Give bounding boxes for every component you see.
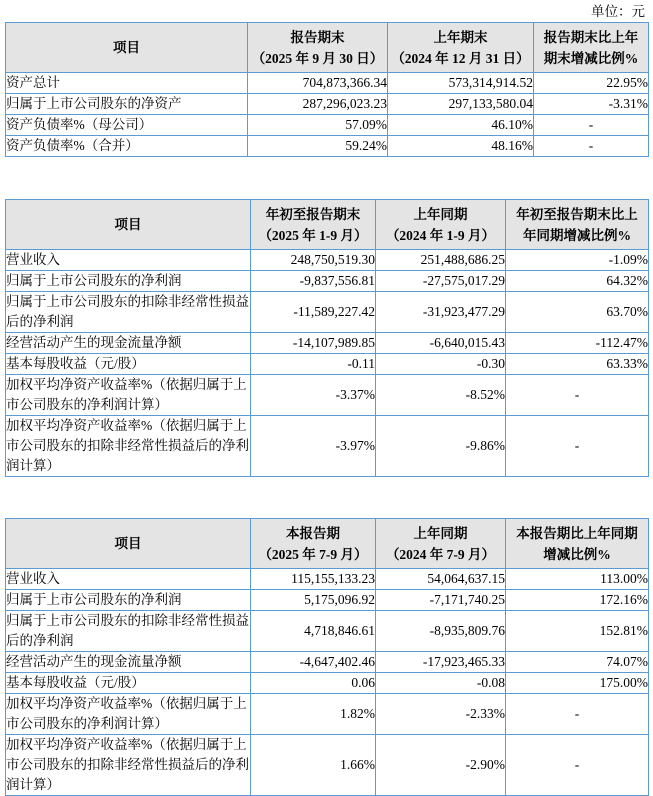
header-line: 本报告期比上年同期 — [516, 525, 638, 541]
header-item: 项目 — [6, 200, 251, 250]
value-change: 63.70% — [506, 292, 649, 333]
header-line: 年初至报告期末比上 — [516, 206, 638, 222]
value-prior: 48.16% — [388, 136, 534, 157]
value-prior: 54,064,637.15 — [376, 569, 506, 590]
value-current: -9,837,556.81 — [251, 271, 376, 292]
row-label: 基本每股收益（元/股） — [6, 673, 251, 694]
value-current: -14,107,989.85 — [251, 333, 376, 354]
value-current: 57.09% — [248, 115, 388, 136]
value-prior: -0.08 — [376, 673, 506, 694]
header-line: （2025 年 7-9 月） — [258, 546, 368, 562]
unit-label: 单位：元 — [591, 4, 645, 19]
table-row — [6, 94, 649, 115]
table-row — [6, 333, 649, 354]
value-change: - — [506, 735, 649, 796]
value-change: 22.95% — [534, 73, 649, 94]
value-change: - — [534, 115, 649, 136]
value-change: 63.33% — [506, 354, 649, 375]
header-prior-year-end — [388, 23, 534, 73]
value-current: 1.66% — [251, 735, 376, 796]
value-current: 115,155,133.23 — [251, 569, 376, 590]
row-label: 归属于上市公司股东的净利润 — [6, 590, 251, 611]
value-change: -1.09% — [506, 250, 649, 271]
value-prior: -0.30 — [376, 354, 506, 375]
value-change: - — [534, 136, 649, 157]
table-year-to-date — [5, 199, 649, 477]
value-prior: -7,171,740.25 — [376, 590, 506, 611]
table-row — [6, 73, 649, 94]
header-line: 期末增减比例% — [543, 50, 639, 66]
value-current: 287,296,023.23 — [248, 94, 388, 115]
row-label: 归属于上市公司股东的扣除非经常性损益后的净利润 — [6, 292, 251, 333]
row-label: 归属于上市公司股东的净资产 — [6, 94, 248, 115]
table-row — [6, 375, 649, 416]
table-row — [6, 611, 649, 652]
value-current: 248,750,519.30 — [251, 250, 376, 271]
row-label: 加权平均净资产收益率%（依据归属于上市公司股东的扣除非经常性损益后的净利润计算） — [6, 735, 251, 796]
row-label: 归属于上市公司股东的扣除非经常性损益后的净利润 — [6, 611, 251, 652]
table-period-end-summary — [5, 22, 649, 157]
table-row — [6, 354, 649, 375]
header-report-period-end — [248, 23, 388, 73]
value-change: 74.07% — [506, 652, 649, 673]
header-line: （2024 年 1-9 月） — [385, 227, 496, 243]
header-line: 上年同期 — [413, 525, 468, 541]
row-label: 经营活动产生的现金流量净额 — [6, 652, 251, 673]
header-change-ratio — [506, 519, 649, 569]
row-label: 营业收入 — [6, 250, 251, 271]
value-current: 1.82% — [251, 694, 376, 735]
header-line: 增减比例% — [543, 546, 611, 562]
value-change: - — [506, 375, 649, 416]
value-prior: -17,923,465.33 — [376, 652, 506, 673]
value-prior: -8.52% — [376, 375, 506, 416]
header-line: （2024 年 7-9 月） — [385, 546, 496, 562]
table-row — [6, 292, 649, 333]
value-current: 4,718,846.61 — [251, 611, 376, 652]
row-label: 归属于上市公司股东的净利润 — [6, 271, 251, 292]
row-label: 加权平均净资产收益率%（依据归属于上市公司股东的扣除非经常性损益后的净利润计算） — [6, 416, 251, 477]
value-change: 152.81% — [506, 611, 649, 652]
table-header-row — [6, 23, 649, 73]
row-label: 营业收入 — [6, 569, 251, 590]
table-row — [6, 271, 649, 292]
row-label: 基本每股收益（元/股） — [6, 354, 251, 375]
header-ytd-period — [251, 200, 376, 250]
value-current: 5,175,096.92 — [251, 590, 376, 611]
value-change: - — [506, 416, 649, 477]
header-line: （2025 年 1-9 月） — [258, 227, 368, 243]
value-prior: -31,923,477.29 — [376, 292, 506, 333]
value-change: -112.47% — [506, 333, 649, 354]
value-current: -11,589,227.42 — [251, 292, 376, 333]
header-change-ratio — [534, 23, 649, 73]
value-prior: 573,314,914.52 — [388, 73, 534, 94]
value-prior: -8,935,809.76 — [376, 611, 506, 652]
table-current-quarter — [5, 518, 649, 796]
value-prior: -2.90% — [376, 735, 506, 796]
value-change: 172.16% — [506, 590, 649, 611]
value-prior: -9.86% — [376, 416, 506, 477]
value-current: -3.97% — [251, 416, 376, 477]
value-change: -3.31% — [534, 94, 649, 115]
header-line: （2025 年 9 月 30 日） — [251, 50, 384, 66]
table-header-row — [6, 200, 649, 250]
header-line: 本报告期 — [286, 525, 340, 541]
value-change: - — [506, 694, 649, 735]
table-row — [6, 416, 649, 477]
value-change: 113.00% — [506, 569, 649, 590]
row-label: 经营活动产生的现金流量净额 — [6, 333, 251, 354]
header-line: 年同期增减比例% — [523, 227, 631, 243]
value-current: 704,873,366.34 — [248, 73, 388, 94]
table-row — [6, 115, 649, 136]
value-change: 64.32% — [506, 271, 649, 292]
value-prior: 46.10% — [388, 115, 534, 136]
header-line: （2024 年 12 月 31 日） — [391, 50, 530, 66]
header-line: 上年同期 — [413, 206, 468, 222]
header-change-ratio — [506, 200, 649, 250]
row-label: 加权平均净资产收益率%（依据归属于上市公司股东的净利润计算） — [6, 375, 251, 416]
value-change: 175.00% — [506, 673, 649, 694]
table-row — [6, 694, 649, 735]
value-prior: 297,133,580.04 — [388, 94, 534, 115]
value-prior: -2.33% — [376, 694, 506, 735]
header-line: 年初至报告期末 — [265, 206, 361, 222]
row-label: 资产总计 — [6, 73, 248, 94]
value-current: 0.06 — [251, 673, 376, 694]
value-prior: 251,488,686.25 — [376, 250, 506, 271]
table-row — [6, 673, 649, 694]
header-prior-same-period — [376, 200, 506, 250]
table-row — [6, 250, 649, 271]
row-label: 资产负债率%（合并） — [6, 136, 248, 157]
table-row — [6, 136, 649, 157]
header-current-quarter — [251, 519, 376, 569]
value-prior: -6,640,015.43 — [376, 333, 506, 354]
table-row — [6, 590, 649, 611]
table-row — [6, 569, 649, 590]
table-row — [6, 735, 649, 796]
header-line: 报告期末比上年 — [543, 29, 639, 45]
header-line: 报告期末 — [290, 29, 345, 45]
row-label: 加权平均净资产收益率%（依据归属于上市公司股东的净利润计算） — [6, 694, 251, 735]
value-prior: -27,575,017.29 — [376, 271, 506, 292]
header-prior-same-period — [376, 519, 506, 569]
header-line: 上年期末 — [433, 29, 488, 45]
value-current: -4,647,402.46 — [251, 652, 376, 673]
table-row — [6, 652, 649, 673]
value-current: 59.24% — [248, 136, 388, 157]
row-label: 资产负债率%（母公司） — [6, 115, 248, 136]
value-current: -3.37% — [251, 375, 376, 416]
value-current: -0.11 — [251, 354, 376, 375]
header-item: 项目 — [6, 519, 251, 569]
header-item: 项目 — [6, 23, 248, 73]
table-header-row — [6, 519, 649, 569]
